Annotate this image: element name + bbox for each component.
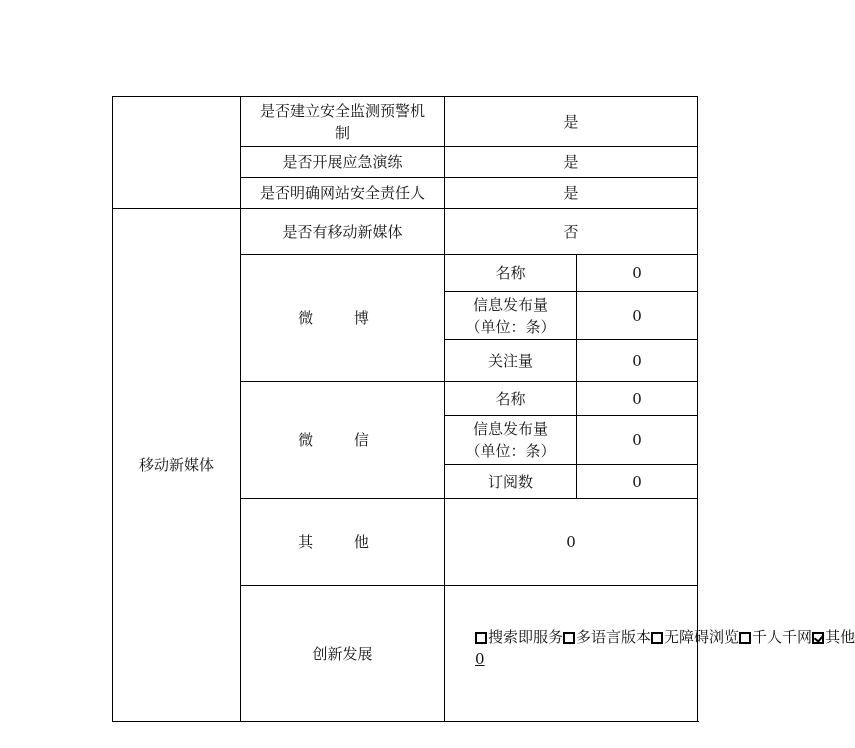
responsible-label: 是否明确网站安全责任人 [241,178,445,209]
drill-label: 是否开展应急演练 [241,147,445,178]
innovation-options [445,586,855,722]
wechat-name-label: 名称 [445,382,577,416]
innovation-section-label: 创新发展 [241,586,445,722]
option-other[interactable] [812,628,855,646]
wechat-label: 微 信 [241,382,445,499]
option-accessibility[interactable] [651,628,739,646]
checkbox-icon[interactable] [739,632,751,644]
has-new-media-value: 否 [445,209,698,255]
weibo-posts-value: 0 [577,292,698,340]
option-personalized[interactable] [739,628,812,646]
wechat-posts-label-line2: （单位：条） [465,442,556,460]
other-media-label: 其 他 [241,499,445,586]
weibo-label: 微 博 [241,255,445,382]
option-label: 千人千网 [752,628,813,646]
wechat-subscribers-value: 0 [577,465,698,499]
table-row [113,97,698,147]
weibo-followers-label: 关注量 [445,340,577,382]
option-label: 多语言版本 [576,628,652,646]
monitoring-value: 是 [445,97,698,147]
weibo-name-value: 0 [577,255,698,292]
wechat-name-value: 0 [577,382,698,416]
responsible-value: 是 [445,178,698,209]
has-new-media-label: 是否有移动新媒体 [241,209,445,255]
innovation-checkbox-line [475,626,855,648]
checkbox-icon[interactable] [651,632,663,644]
checkbox-icon[interactable] [475,632,487,644]
wechat-subscribers-label: 订阅数 [445,465,577,499]
option-label: 无障碍浏览 [664,628,740,646]
option-label: 搜索即服务 [488,628,564,646]
report-table [112,96,855,722]
weibo-posts-label [445,292,577,340]
option-search-as-service[interactable] [475,628,563,646]
new-media-section-label: 移动新媒体 [113,209,241,722]
wechat-posts-value: 0 [577,416,698,465]
checked-checkbox-icon[interactable] [812,632,824,644]
checkbox-icon[interactable] [563,632,575,644]
innovation-other-value: 0 [475,650,485,668]
wechat-posts-label-line1: 信息发布量 [472,420,548,438]
other-media-value: 0 [445,499,698,586]
weibo-name-label: 名称 [445,255,577,292]
weibo-posts-label-line2: （单位：条） [465,317,556,336]
monitoring-label: 是否建立安全监测预警机制 [241,97,445,147]
table-row [113,209,698,255]
drill-value: 是 [445,147,698,178]
weibo-followers-value: 0 [577,340,698,382]
empty-section-cell [113,97,241,209]
option-label: 其他 [825,628,855,646]
option-multilingual[interactable] [563,628,651,646]
weibo-posts-label-line1: 信息发布量 [472,295,548,314]
wechat-posts-label [445,416,577,465]
